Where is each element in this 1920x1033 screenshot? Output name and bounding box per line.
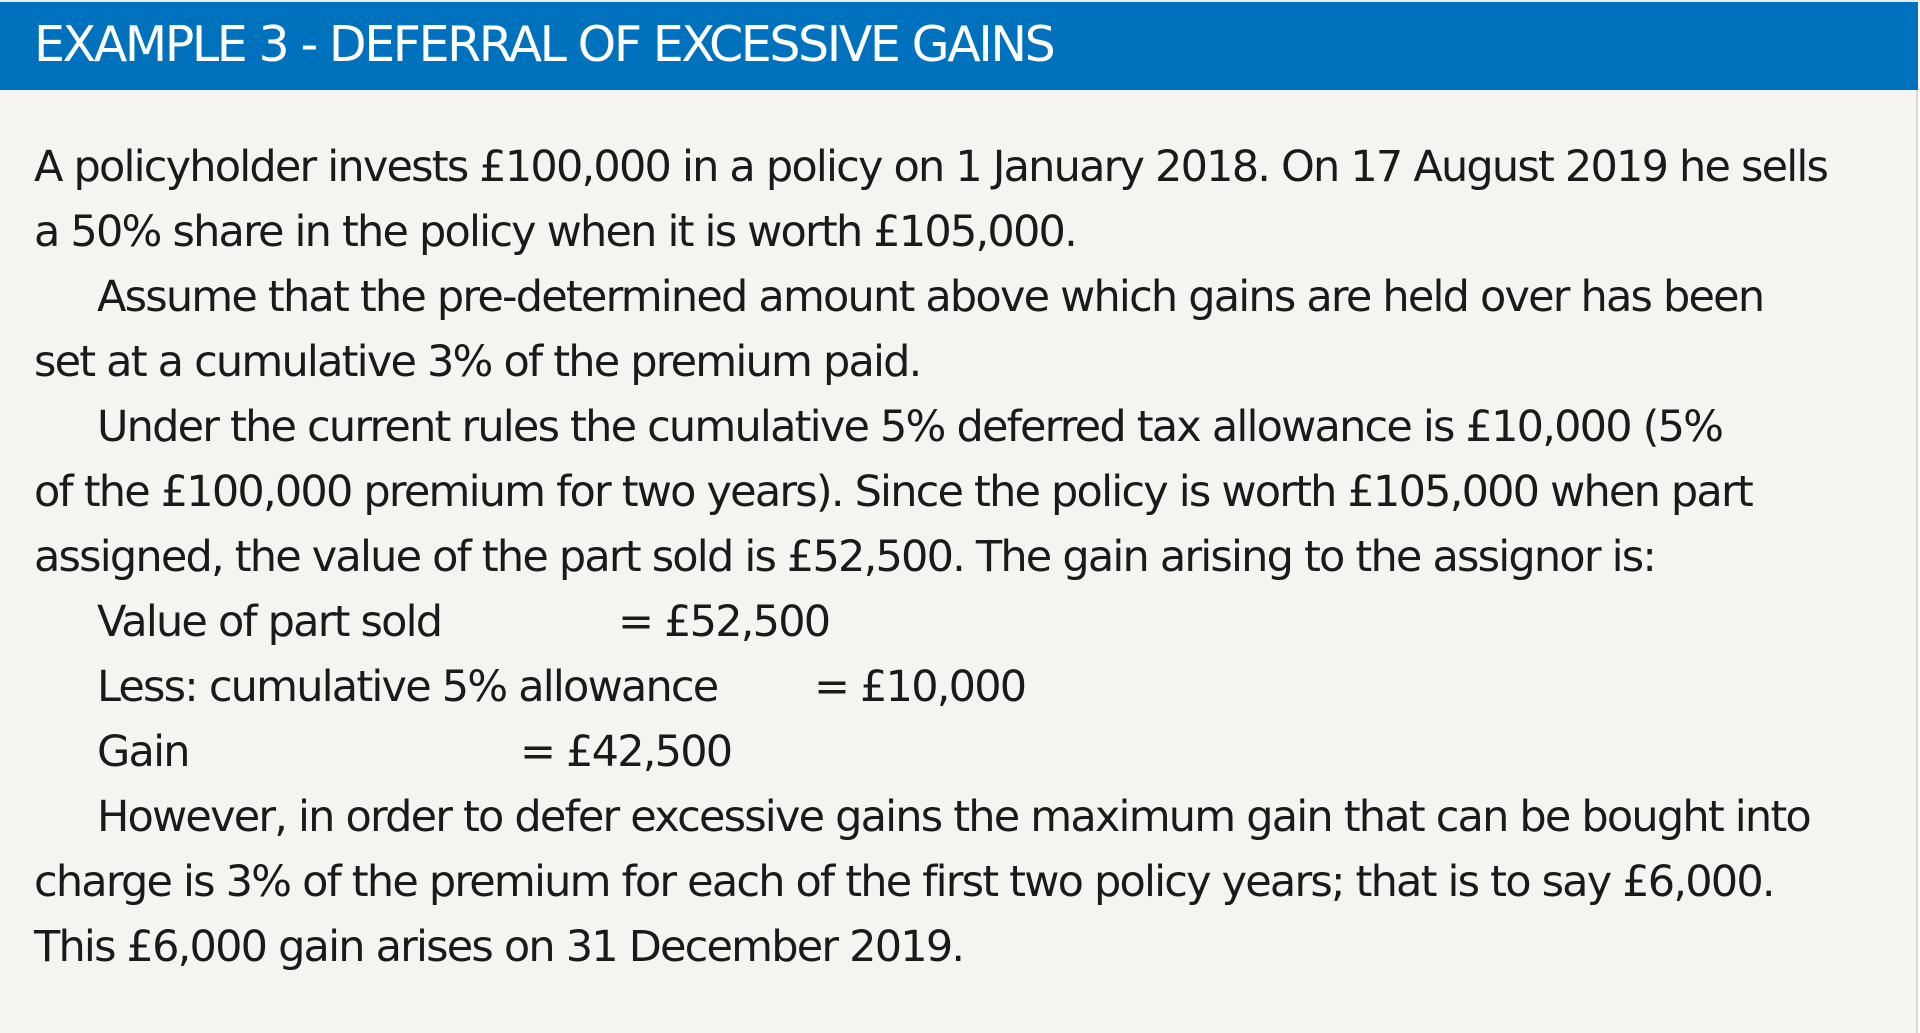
- example-title: EXAMPLE 3 - DEFERRAL OF EXCESSIVE GAINS: [34, 16, 1054, 73]
- paragraph-1-line-2: a 50% share in the policy when it is worth £105,000.: [34, 207, 1076, 257]
- paragraph-4-line-3: This £6,000 gain arises on 31 December 2019.: [34, 922, 964, 972]
- calc-value-value-of-part-sold: = £52,500: [618, 597, 830, 647]
- paragraph-3-line-1: Under the current rules the cumulative 5% deferred tax allowance is £10,000 (5%: [97, 402, 1723, 452]
- paragraph-2-line-2: set at a cumulative 3% of the premium paid.: [34, 337, 921, 387]
- paragraph-4-line-1: However, in order to defer excessive gains the maximum gain that can be bought into: [97, 792, 1810, 842]
- example-header: [0, 0, 1918, 90]
- paragraph-3-line-3: assigned, the value of the part sold is £52,500. The gain arising to the assignor is:: [34, 532, 1656, 582]
- calc-label-allowance: Less: cumulative 5% allowance: [97, 662, 718, 712]
- paragraph-4-line-2: charge is 3% of the premium for each of the first two policy years; that is to say £6,000.: [34, 857, 1774, 907]
- calc-value-allowance: = £10,000: [814, 662, 1026, 712]
- paragraph-1-line-1: A policyholder invests £100,000 in a policy on 1 January 2018. On 17 August 2019 he sells: [34, 142, 1828, 192]
- paragraph-3-line-2: of the £100,000 premium for two years). Since the policy is worth £105,000 when part: [34, 467, 1752, 517]
- calc-label-value-of-part-sold: Value of part sold: [97, 597, 442, 647]
- calc-label-gain: Gain: [97, 727, 189, 777]
- calc-value-gain: = £42,500: [520, 727, 732, 777]
- paragraph-2-line-1: Assume that the pre-determined amount above which gains are held over has been: [97, 272, 1764, 322]
